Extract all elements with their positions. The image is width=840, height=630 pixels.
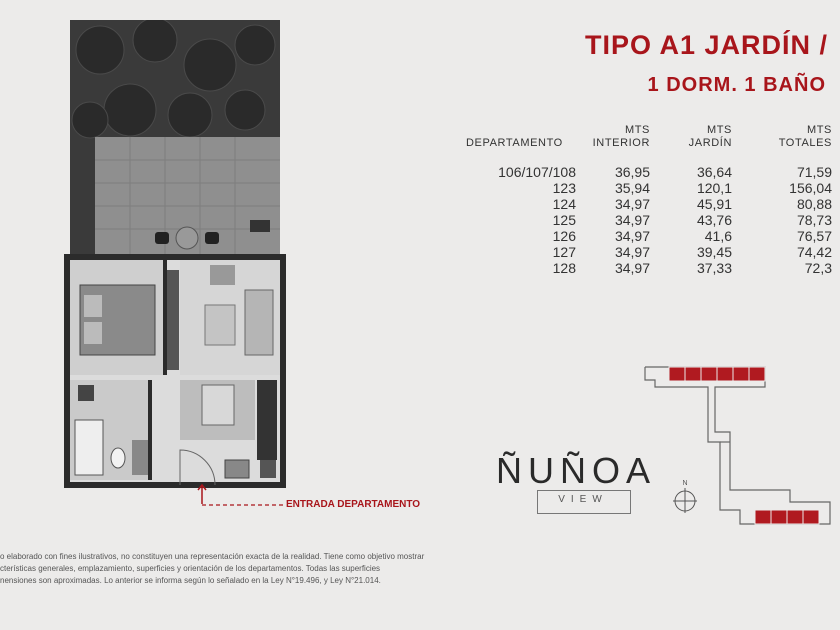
table-cell: 74,42 [796,244,832,260]
legal-disclaimer [0,551,470,587]
sofa [245,290,273,355]
table-cell: 34,97 [614,244,650,260]
table-cell: 34,97 [614,212,650,228]
brand-logo-name: ÑUÑOA [496,450,657,491]
table-row [458,212,832,228]
floor-plan [60,20,290,495]
table-row [458,196,832,212]
column-header: MTS JARDÍN [688,124,732,149]
table-cell: 37,33 [696,260,732,276]
table-cell: 78,73 [796,212,832,228]
table-cell: 123 [552,180,576,196]
table-header-row [458,124,832,164]
table-row [458,180,832,196]
table-cell: 120,1 [696,180,732,196]
table-row [458,228,832,244]
table-cell: 156,04 [789,180,832,196]
table-cell: 35,94 [614,180,650,196]
building-key-plan [640,362,835,532]
table-cell: 45,91 [696,196,732,212]
brand-tagline: VIEW [558,494,608,505]
table-cell: 36,95 [614,164,650,180]
table-row [458,260,832,276]
table-cell: 125 [552,212,576,228]
column-header: MTS INTERIOR [592,124,650,149]
table-cell: 34,97 [614,260,650,276]
table-cell: 34,97 [614,196,650,212]
table-cell: 34,97 [614,228,650,244]
north-compass-icon [672,476,698,514]
table-cell: 128 [552,260,576,276]
page-subtitle: 1 DORM. 1 BAÑO [647,74,826,96]
table-cell: 41,6 [704,228,732,244]
table-row [458,244,832,260]
table-cell: 127 [552,244,576,260]
disclaimer-line: nensiones son aproximadas. Lo anterior se informa según lo señalado en la Ley N°19.496, y Ley N°21.014. [0,576,381,585]
entrance-label: ENTRADA DEPARTAMENTO [286,499,421,510]
svg-text:N: N [682,480,688,487]
entrance-arrow-icon [195,480,285,510]
table-cell: 72,3 [804,260,832,276]
page-title: TIPO A1 JARDÍN / [584,30,828,60]
table-cell: 36,64 [696,164,732,180]
table-cell: 76,57 [796,228,832,244]
kitchen-counter [257,380,277,460]
units-table [458,124,832,276]
column-header: MTS TOTALES [778,124,832,149]
table-cell: 124 [552,196,576,212]
table-cell: 80,88 [796,196,832,212]
table-cell: 71,59 [796,164,832,180]
table-row [458,164,832,180]
disclaimer-line: cterísticas generales, emplazamiento, superficies y orientación de los departamentos. Todas las superficies [0,564,381,573]
disclaimer-line: o elaborado con fines ilustrativos, no constituyen una representación exacta de la realidad. Tiene como objetivo mostrar [0,552,425,561]
table-cell: 39,45 [696,244,732,260]
table-cell: 106/107/108 [498,164,576,180]
table-cell: 126 [552,228,576,244]
table-cell: 43,76 [696,212,732,228]
column-header: DEPARTAMENTO [466,137,563,149]
